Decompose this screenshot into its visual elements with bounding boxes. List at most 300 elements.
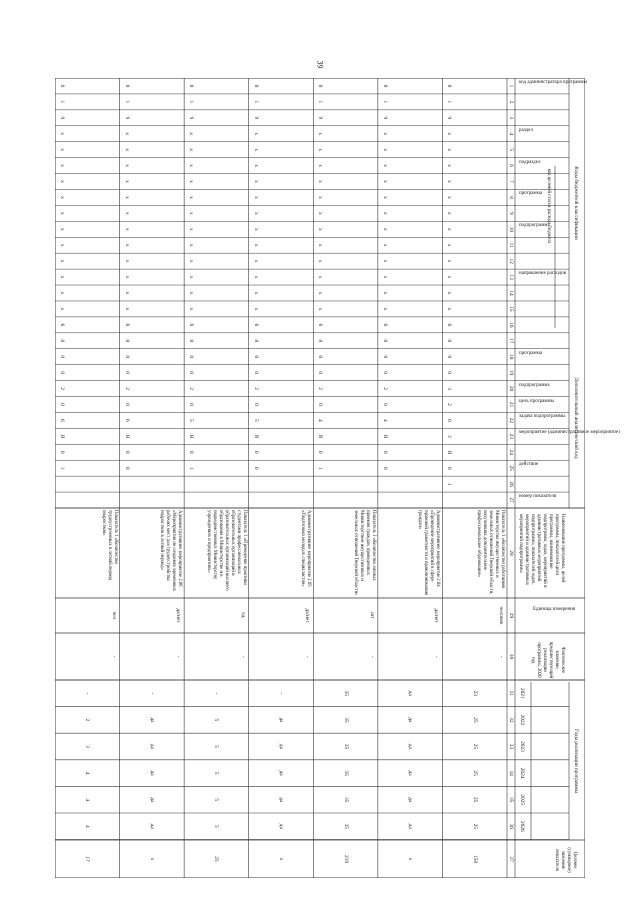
code-digit: х — [446, 180, 453, 183]
code-digit: Я — [381, 434, 388, 439]
code-digit: х — [252, 243, 259, 247]
code-digit: х — [252, 275, 259, 279]
code-digit: 9 — [381, 116, 388, 120]
code-digit: х — [446, 196, 453, 199]
code-digit: 0 — [59, 355, 65, 359]
code-digit: 0 — [123, 466, 130, 470]
row-year-value: 25 — [471, 743, 478, 750]
code-digit: х — [381, 148, 388, 152]
row-unit: ед. — [239, 612, 246, 619]
row-target: х — [148, 857, 155, 861]
code-digit: х — [317, 227, 324, 231]
year-header: 2024 — [519, 767, 525, 779]
row-year-value: да — [148, 743, 155, 750]
header-d-indicator: номер показателя — [519, 494, 557, 500]
code-digit: 0 — [446, 371, 453, 374]
code-digit: Я — [188, 434, 195, 439]
column-number: 18 — [508, 354, 514, 360]
code-digit: х — [317, 291, 324, 295]
code-digit: х — [59, 275, 65, 279]
code-digit: 8 — [123, 339, 130, 343]
row-year-value: - — [213, 692, 220, 695]
code-digit: х — [252, 212, 259, 215]
year-header: 2025 — [519, 794, 525, 806]
code-digit: 0 — [381, 355, 388, 359]
row-year-value: 35 — [342, 770, 349, 776]
code-digit: 0 — [252, 355, 259, 359]
column-number: 37 — [508, 856, 514, 862]
code-digit: х — [59, 164, 65, 167]
code-digit: 0 — [188, 450, 195, 454]
row-target: х — [278, 857, 284, 861]
code-digit: 1 — [252, 100, 259, 104]
column-number: 31 — [508, 690, 514, 696]
code-digit: х — [381, 196, 388, 199]
code-digit: х — [381, 275, 388, 279]
row-year-value: 3 — [84, 745, 91, 748]
column-number: 5 — [508, 148, 514, 152]
column-number: 35 — [508, 796, 514, 803]
code-digit: х — [188, 212, 195, 215]
code-digit: х — [123, 148, 130, 152]
header-d-task: задача подпрограммы — [519, 414, 566, 420]
code-digit: 2 — [446, 403, 453, 406]
code-digit: х — [381, 227, 388, 231]
row-year-value: 35 — [342, 743, 349, 750]
code-digit: 0 — [381, 466, 388, 470]
column-number: 21 — [508, 401, 514, 408]
code-digit: 0 — [123, 450, 130, 454]
code-digit: 0 — [59, 84, 65, 88]
code-digit: 1 — [188, 466, 195, 470]
code-digit: х — [446, 243, 453, 247]
code-digit: 2 — [59, 387, 65, 390]
code-digit: х — [317, 307, 324, 311]
code-digit: х — [446, 164, 453, 167]
code-digit: 6 — [59, 323, 65, 327]
header-fact: Фактическое значение, предшествующий реализации программы, 2020 год — [530, 641, 565, 679]
header-subsection: подраздел — [519, 159, 541, 165]
code-digit: Я — [123, 434, 130, 439]
code-digit: 0 — [317, 355, 324, 359]
code-digit: 8 — [188, 339, 195, 343]
row-name: Показатель 1 «Количество личных приемов граждан, проведенных Министерством имущественных и земельных отношений Тверской области» — [352, 510, 376, 596]
code-digit: 4 — [317, 419, 324, 422]
code-digit: х — [252, 291, 259, 295]
code-digit: 1 — [446, 482, 453, 486]
row-year-value: 5 — [213, 798, 220, 802]
code-digit: х — [446, 307, 453, 311]
code-digit: х — [188, 307, 195, 311]
row-target: 25 — [213, 856, 220, 862]
code-digit: 0 — [188, 371, 195, 374]
row-year-value: да — [148, 770, 155, 776]
code-digit: 0 — [59, 371, 65, 374]
code-digit: 3 — [446, 434, 453, 438]
row-target: 150 — [471, 854, 478, 864]
column-number: 23 — [508, 433, 514, 440]
code-digit: 0 — [252, 84, 259, 88]
code-digit: 0 — [252, 371, 259, 374]
column-number: 13 — [508, 274, 514, 280]
header-target-code: код целевой статьи расхода бюджета — [546, 168, 551, 244]
row-year-value: 35 — [342, 717, 349, 723]
row-year-value: 25 — [471, 770, 478, 776]
code-digit: х — [188, 148, 195, 152]
column-number: 22 — [508, 417, 514, 424]
code-digit: 0 — [123, 84, 130, 88]
row-year-value: да — [407, 770, 414, 776]
code-digit: х — [59, 212, 65, 215]
code-digit: 9 — [123, 116, 130, 120]
code-digit: х — [317, 148, 324, 152]
row-year-value: 35 — [342, 823, 349, 829]
code-digit: 1 — [59, 466, 65, 470]
column-number: 25 — [508, 465, 514, 471]
column-number: 14 — [508, 290, 514, 296]
row-year-value: 5 — [213, 824, 220, 828]
code-digit: х — [381, 212, 388, 215]
code-digit: 0 — [317, 450, 324, 454]
row-year-value: 4 — [84, 824, 91, 828]
code-digit: х — [59, 291, 65, 295]
code-digit: 0 — [381, 450, 388, 454]
column-number: 34 — [508, 770, 514, 776]
code-digit: 4 — [381, 419, 388, 422]
row-year-value: 5 — [213, 745, 220, 748]
column-number: 16 — [508, 322, 514, 328]
row-year-value: - — [278, 692, 284, 695]
code-digit: х — [252, 148, 259, 152]
code-digit: Я — [59, 434, 65, 439]
row-year-value: да — [278, 823, 284, 829]
column-number: 19 — [508, 369, 514, 376]
code-digit: х — [317, 275, 324, 279]
row-year-value: да — [407, 743, 414, 750]
code-digit: 1 — [381, 100, 388, 104]
row-year-value: да — [407, 797, 414, 803]
code-digit: х — [123, 291, 130, 295]
code-digit: х — [123, 132, 130, 136]
code-digit: х — [317, 180, 324, 183]
code-digit: х — [59, 307, 65, 311]
column-number: 17 — [508, 338, 514, 344]
code-digit: 3 — [446, 387, 453, 390]
code-digit: х — [59, 259, 65, 263]
code-digit: х — [188, 275, 195, 279]
header-name: Наименование программы, целей программы, показателей цели программы, наименование подпрограмм, задач, мероприятий и административных мероприятий подпрограммы, показателей задач, мероприятий и административных мероприятий подпрограммы — [518, 514, 565, 588]
code-digit: 0 — [188, 403, 195, 406]
code-digit: х — [188, 180, 195, 183]
column-number: 6 — [508, 164, 514, 167]
code-digit: х — [446, 259, 453, 263]
header-d-activity: мероприятие (административное мероприятие) — [519, 430, 620, 436]
year-header: 2021 — [519, 687, 525, 699]
header-d-subprogram: подпрограмма — [519, 382, 550, 388]
code-digit: 6 — [123, 323, 130, 327]
row-unit: человек — [498, 606, 504, 625]
header-years: Годы реализации программы — [573, 728, 579, 794]
code-digit: 6 — [59, 419, 65, 422]
code-digit: 6 — [317, 323, 324, 327]
code-digit: х — [317, 243, 324, 247]
row-target: 210 — [342, 854, 349, 864]
rotated-table-sheet — [55, 78, 620, 878]
column-number: 4 — [508, 132, 514, 136]
code-digit: 9 — [59, 116, 65, 120]
code-digit: 0 — [123, 355, 130, 359]
year-header: 2023 — [519, 741, 525, 752]
code-digit: х — [381, 307, 388, 311]
code-digit: х — [188, 243, 195, 247]
row-year-value: да — [148, 823, 155, 829]
code-digit: 1 — [123, 100, 130, 104]
row-year-value: 23 — [471, 690, 478, 696]
header-target: Целевое (суммарное) значение показателя — [554, 847, 577, 873]
row-year-value: 5 — [213, 771, 220, 775]
code-digit: 0 — [446, 355, 453, 359]
row-year-value: 35 — [342, 796, 349, 803]
code-digit: Я — [317, 434, 324, 439]
row-unit: чел — [110, 611, 117, 620]
row-fact: - — [498, 655, 504, 658]
code-digit: 1 — [317, 466, 324, 470]
code-digit: х — [446, 275, 453, 279]
column-number: 36 — [508, 823, 514, 829]
code-digit: х — [252, 307, 259, 311]
code-digit: х — [446, 132, 453, 136]
code-digit: х — [317, 196, 324, 199]
row-unit: да/нет — [175, 608, 182, 623]
row-year-value: да — [278, 797, 284, 803]
header-admin-code: код администратора программы — [519, 80, 588, 85]
column-number: 7 — [508, 180, 514, 183]
column-number: 28 — [508, 550, 514, 556]
code-digit: 0 — [446, 466, 453, 470]
row-fact: - — [239, 655, 246, 658]
column-number: 2 — [508, 100, 514, 104]
code-digit: х — [188, 164, 195, 167]
column-number: 8 — [508, 196, 514, 199]
code-digit: 2 — [252, 387, 259, 390]
row-year-value: да — [148, 797, 155, 803]
code-digit: 0 — [188, 84, 195, 88]
code-digit: 8 — [59, 339, 65, 343]
header-d-goal: цель программы — [519, 398, 555, 404]
code-digit: 5 — [252, 419, 259, 422]
code-digit: х — [59, 132, 65, 136]
row-year-value: да — [407, 690, 414, 696]
year-header: 2026 — [519, 820, 525, 832]
code-digit: х — [446, 212, 453, 215]
code-digit: х — [317, 259, 324, 263]
code-digit: х — [252, 227, 259, 231]
column-number: 9 — [508, 212, 514, 215]
code-digit: х — [446, 148, 453, 152]
header-codes: Коды бюджетной классификации — [573, 166, 579, 240]
code-digit: 0 — [381, 371, 388, 374]
code-digit: х — [123, 196, 130, 199]
row-year-value: 25 — [471, 717, 478, 723]
code-digit: х — [252, 196, 259, 199]
row-fact: - — [110, 655, 117, 658]
page-number: 39 — [315, 60, 325, 69]
row-year-value: - — [148, 692, 155, 695]
column-number: 1 — [508, 84, 514, 88]
header-d-actions: действие — [519, 462, 539, 468]
code-digit: х — [123, 227, 130, 231]
row-fact: - — [175, 655, 182, 658]
code-digit: 6 — [446, 323, 453, 327]
code-digit: 0 — [446, 84, 453, 88]
row-fact: - — [433, 655, 440, 658]
code-digit: 8 — [381, 339, 388, 343]
header-d-program: программа — [519, 350, 542, 356]
column-number: 32 — [508, 717, 514, 723]
row-name: Административное мероприятие 2.04 «Проведение мероприятий в сфере правовой грамотности и правопонимания граждан» — [417, 510, 441, 596]
header-program: программа — [519, 191, 542, 197]
header-direction: направление расходов — [519, 271, 566, 277]
code-digit: Я — [446, 450, 453, 455]
code-digit: 0 — [252, 450, 259, 454]
code-digit: х — [381, 132, 388, 136]
column-number: 20 — [508, 385, 514, 392]
code-digit: 2 — [188, 387, 195, 390]
code-digit: 8 — [446, 339, 453, 343]
header-section: раздел — [519, 127, 533, 133]
row-name: Административное мероприятие 2.06 «Мероприятия по созданию временных рабочих мест для трудоустройства подростков в летний период» — [159, 510, 183, 592]
column-number: 12 — [508, 258, 514, 264]
code-digit: 8 — [252, 339, 259, 343]
code-digit: х — [188, 132, 195, 136]
code-digit: х — [381, 180, 388, 183]
code-digit: 0 — [59, 403, 65, 406]
row-year-value: 4 — [84, 771, 91, 775]
column-number: 3 — [508, 116, 514, 120]
row-fact: - — [304, 655, 311, 658]
code-digit: 5 — [188, 419, 195, 422]
row-unit: да/нет — [433, 608, 440, 623]
row-unit: шт — [368, 612, 375, 619]
code-digit: х — [381, 291, 388, 295]
code-digit: х — [252, 164, 259, 167]
code-digit: х — [252, 180, 259, 183]
column-number: 11 — [508, 242, 514, 248]
code-digit: 1 — [59, 100, 65, 104]
header-unit: Единица измерения — [533, 607, 576, 612]
code-digit: х — [252, 132, 259, 136]
row-year-value: да — [278, 743, 284, 750]
year-header: 2022 — [519, 714, 525, 726]
row-target: х — [407, 857, 414, 861]
code-digit: х — [123, 212, 130, 215]
column-number: 30 — [508, 653, 514, 660]
code-digit: 0 — [188, 355, 195, 359]
code-digit: 6 — [123, 419, 130, 422]
code-digit: 0 — [317, 403, 324, 406]
row-year-value: 4 — [84, 798, 91, 802]
code-digit: 1 — [446, 100, 453, 104]
code-digit: 1 — [188, 100, 195, 104]
code-digit: 0 — [59, 450, 65, 454]
row-year-value: да — [278, 717, 284, 723]
row-year-value: да — [407, 823, 414, 829]
column-number: 26 — [508, 481, 514, 487]
code-digit: 9 — [252, 116, 259, 120]
column-number: 10 — [508, 226, 514, 232]
row-year-value: 25 — [471, 796, 478, 803]
row-year-value: 5 — [213, 718, 220, 722]
row-year-value: 35 — [342, 690, 349, 696]
row-year-value: да — [407, 717, 414, 723]
code-digit: х — [188, 259, 195, 263]
code-digit: 0 — [446, 419, 453, 422]
code-digit: х — [123, 164, 130, 167]
header-extra-code: Дополнительный аналитический код — [573, 377, 579, 459]
code-digit: 9 — [188, 116, 195, 120]
code-digit: 1 — [317, 100, 324, 104]
code-digit: х — [59, 243, 65, 247]
row-name: Административное мероприятие 2.05 «Подготовка молодых специалистов» — [300, 510, 312, 587]
row-name: Показатель 1 «Проведение практики студентами профессиональных образовательных организаций и образовательных организаций высшего образования в Министерстве и в подведомственных Министерству учреждениях и предприятиях» — [205, 510, 247, 591]
code-digit: х — [188, 291, 195, 295]
code-digit: х — [317, 132, 324, 136]
code-digit: х — [123, 259, 130, 263]
code-digit: х — [59, 148, 65, 152]
code-digit: х — [188, 196, 195, 199]
code-digit: х — [59, 227, 65, 231]
code-digit: 0 — [252, 403, 259, 406]
row-target: 17 — [84, 856, 91, 862]
code-digit: 0 — [123, 371, 130, 374]
code-digit: х — [123, 307, 130, 311]
code-digit: 2 — [123, 387, 130, 390]
row-year-value: - — [84, 692, 91, 695]
code-digit: х — [123, 180, 130, 183]
row-fact: - — [368, 655, 375, 658]
code-digit: х — [381, 164, 388, 167]
row-name: Показатель 1 «Количество трудоустроенных в летний период подростков» — [100, 510, 118, 581]
row-year-value: да — [148, 717, 155, 723]
code-digit: 6 — [381, 323, 388, 327]
code-digit: 0 — [317, 371, 324, 374]
code-digit: 8 — [317, 339, 324, 343]
code-digit: х — [59, 180, 65, 183]
code-digit: х — [123, 275, 130, 279]
code-digit: 2 — [381, 387, 388, 390]
code-digit: 6 — [252, 323, 259, 327]
row-year-value: 2 — [84, 718, 91, 722]
column-number: 29 — [508, 612, 514, 619]
code-digit: х — [446, 291, 453, 295]
code-digit: х — [317, 164, 324, 167]
row-year-value: 25 — [471, 823, 478, 829]
column-number: 33 — [508, 743, 514, 750]
code-digit: 0 — [381, 403, 388, 406]
row-unit: да/нет — [304, 608, 311, 623]
code-digit: х — [59, 196, 65, 199]
code-digit: Я — [252, 434, 259, 439]
code-digit: 0 — [123, 403, 130, 406]
code-digit: 9 — [446, 116, 453, 120]
code-digit: х — [446, 227, 453, 231]
code-digit: 9 — [317, 116, 324, 120]
code-digit: 0 — [381, 84, 388, 88]
code-digit: х — [252, 259, 259, 263]
code-digit: х — [381, 259, 388, 263]
code-digit: 6 — [188, 323, 195, 327]
code-digit: х — [381, 243, 388, 247]
